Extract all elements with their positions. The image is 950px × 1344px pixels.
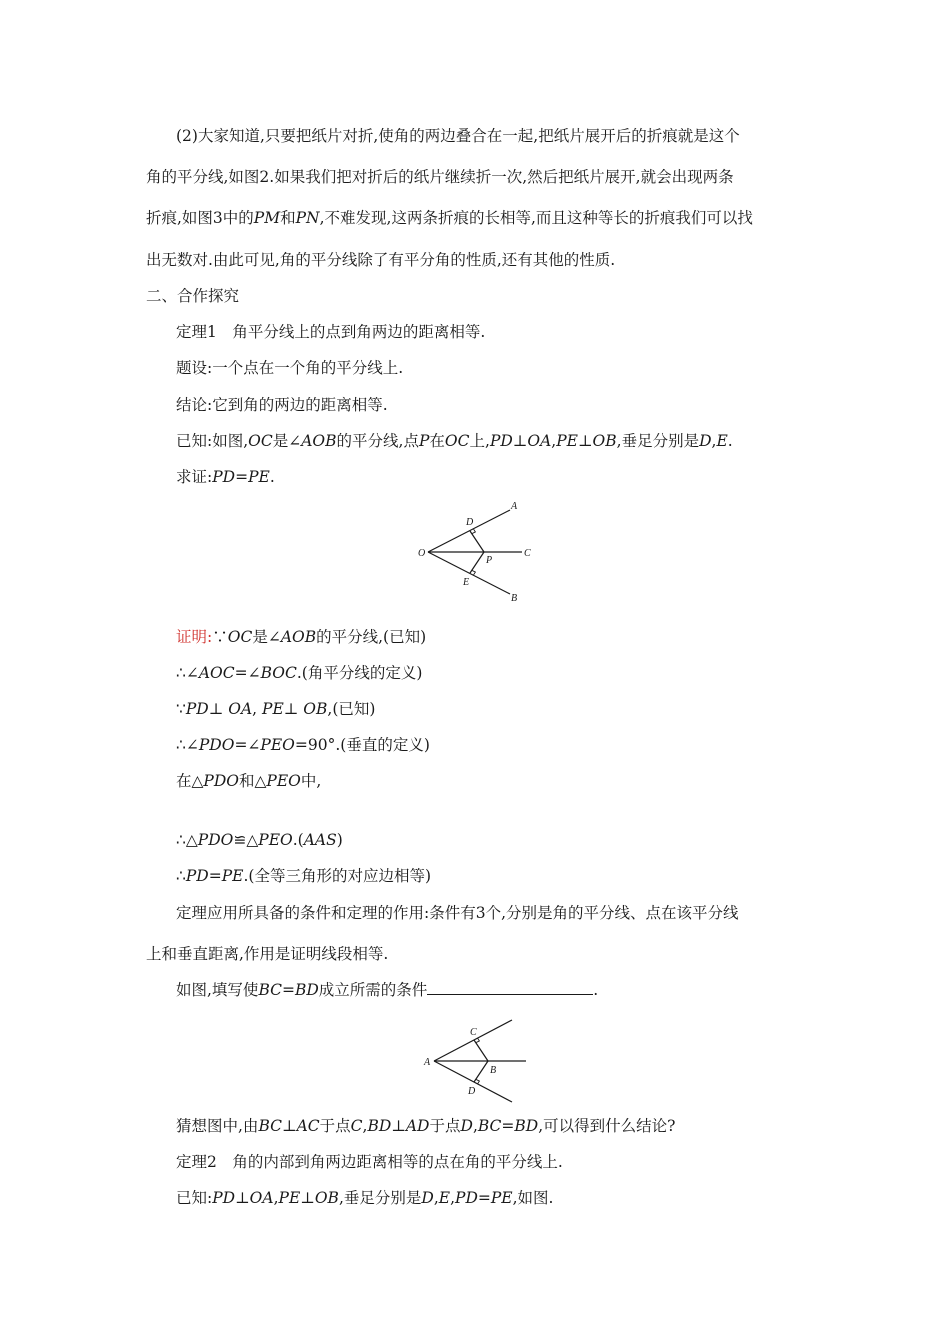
theorem2 — [176, 1152, 563, 1172]
math: OC — [248, 432, 273, 450]
text: ∴∠ — [176, 736, 199, 754]
text: , — [711, 432, 717, 450]
proof-step-3 — [176, 699, 375, 719]
text: 的平分线,(已知) — [316, 628, 427, 646]
para2-line2 — [146, 167, 734, 187]
hypothesis — [176, 358, 403, 378]
math: PEO — [258, 831, 293, 849]
label-p: P — [486, 555, 493, 566]
math: OC — [444, 432, 470, 450]
text: , — [472, 1117, 478, 1135]
prove-statement — [176, 467, 275, 487]
math: PE — [278, 1189, 301, 1207]
conclusion — [176, 395, 388, 415]
label-d: D — [468, 1086, 476, 1097]
text: ∴ — [176, 867, 186, 885]
text: 和 — [280, 209, 296, 227]
math: BD — [367, 1117, 392, 1135]
segment-pe — [470, 552, 484, 573]
text: 是∠ — [272, 432, 302, 450]
math: D — [421, 1189, 434, 1207]
para2-line1 — [176, 126, 740, 146]
application-line2 — [146, 944, 388, 964]
math: PD=PE — [455, 1189, 513, 1207]
text: 定理2 角的内部到角两边距离相等的点在角的平分线上. — [176, 1153, 563, 1171]
text: 猜想图中,由 — [176, 1117, 259, 1135]
text: ) — [336, 831, 343, 849]
text: , — [551, 432, 557, 450]
math: BC — [258, 1117, 282, 1135]
text: , — [362, 1117, 368, 1135]
text: ,垂足分别是 — [616, 432, 700, 450]
text: 上和垂直距离,作用是证明线段相等. — [146, 945, 389, 963]
text: 定理1 角平分线上的点到角两边的距离相等. — [176, 323, 486, 341]
math: OA — [527, 432, 552, 450]
text: .(全等三角形的对应边相等) — [243, 867, 431, 885]
text: 中, — [300, 772, 322, 790]
math: PD — [212, 1189, 236, 1207]
text: 二、合作探究 — [146, 287, 240, 305]
section-heading — [146, 286, 239, 306]
label-a: A — [424, 1057, 431, 1068]
proof-label: 证明: — [176, 628, 213, 646]
text: ∵ — [212, 628, 228, 646]
theorem1 — [176, 322, 485, 342]
text: 上, — [469, 432, 490, 450]
text: 是∠ — [252, 628, 281, 646]
text: 题设:一个点在一个角的平分线上. — [176, 359, 404, 377]
label-e: E — [463, 577, 470, 588]
text: ⊥ — [577, 432, 593, 450]
text: ⊥ — [208, 700, 229, 718]
text: 在△ — [176, 772, 204, 790]
text: 角的平分线,如图2.如果我们把对折后的纸片继续折一次,然后把纸片展开,就会出现两条 — [146, 168, 734, 186]
math-pn: PN — [295, 209, 320, 227]
given2-statement — [176, 1188, 553, 1208]
text: =∠ — [234, 736, 261, 754]
math: PDO — [197, 831, 234, 849]
text: ∴△ — [176, 831, 198, 849]
math: E — [716, 432, 728, 450]
text: ⊥ — [235, 1189, 250, 1207]
given-statement — [176, 431, 733, 451]
text: 结论:它到角的两边的距离相等. — [176, 396, 388, 414]
text: 在 — [429, 432, 445, 450]
figure-angle-bisector — [410, 496, 550, 608]
math: BC=BD — [477, 1117, 539, 1135]
text: =90° — [294, 736, 336, 754]
text: ,可以得到什么结论? — [538, 1117, 676, 1135]
text: .(角平分线的定义) — [296, 664, 423, 682]
math: OA — [228, 700, 253, 718]
text: 已知:如图, — [176, 432, 249, 450]
text: ⊥ — [512, 432, 528, 450]
text: 出无数对.由此可见,角的平分线除了有平分角的性质,还有其他的性质. — [146, 251, 616, 269]
text: , — [450, 1189, 456, 1207]
math: P — [418, 432, 430, 450]
segment-pd — [470, 531, 484, 552]
proof-step-7 — [176, 866, 431, 886]
label-c: C — [524, 548, 531, 559]
text: 于点 — [319, 1117, 351, 1135]
math: OC — [227, 628, 253, 646]
label-b: B — [511, 593, 518, 604]
text: , — [252, 700, 263, 718]
math: PD — [489, 432, 513, 450]
text: 于点 — [429, 1117, 461, 1135]
text: ∴∠ — [176, 664, 199, 682]
label-a: A — [511, 501, 518, 512]
math: C — [350, 1117, 363, 1135]
math: OA — [249, 1189, 274, 1207]
math: D — [699, 432, 712, 450]
math: PDO — [198, 736, 235, 754]
proof-step-1 — [176, 627, 426, 647]
text: 求证: — [176, 468, 213, 486]
math: AC — [296, 1117, 320, 1135]
text: .( — [292, 831, 304, 849]
proof-step-2 — [176, 663, 422, 683]
math-pm: PM — [253, 209, 281, 227]
math: OB — [314, 1189, 339, 1207]
label-d: D — [466, 517, 474, 528]
math: BC=BD — [258, 981, 319, 999]
text: ⊥ — [283, 700, 304, 718]
text: 如图,填写使 — [176, 981, 259, 999]
label-o: O — [418, 548, 426, 559]
text: . — [269, 468, 275, 486]
text: , — [433, 1189, 439, 1207]
text: 已知: — [176, 1189, 213, 1207]
figure-angle-bc-bd — [416, 1016, 536, 1106]
segment-bd — [474, 1061, 488, 1082]
text: . — [593, 981, 599, 999]
text: 折痕,如图3中的 — [146, 209, 254, 227]
proof-step-5 — [176, 771, 321, 791]
text: 定理应用所具备的条件和定理的作用:条件有3个,分别是角的平分线、点在该平分线 — [176, 904, 739, 922]
math: PEO — [266, 772, 301, 790]
text: (2)大家知道,只要把纸片对折,使角的两边叠合在一起,把纸片展开后的折痕就是这个 — [176, 127, 740, 145]
text: =∠ — [234, 664, 261, 682]
math: PD — [185, 700, 209, 718]
text: ,(已知) — [327, 700, 376, 718]
math: AOC — [198, 664, 235, 682]
guess-question — [176, 1116, 675, 1136]
math: AD — [405, 1117, 430, 1135]
math: BOC — [260, 664, 297, 682]
math: OB — [303, 700, 328, 718]
math: D — [460, 1117, 473, 1135]
math: PD=PE — [185, 867, 244, 885]
fill-in-question — [176, 980, 598, 1000]
math: AOB — [280, 628, 317, 646]
math: PDO — [203, 772, 239, 790]
para2-line4 — [146, 250, 615, 270]
text: 和△ — [239, 772, 267, 790]
segment-bc — [474, 1040, 488, 1061]
math: PEO — [260, 736, 295, 754]
math: PE — [262, 700, 284, 718]
text: 的平分线,点 — [336, 432, 419, 450]
math: PE — [556, 432, 578, 450]
answer-blank[interactable] — [427, 980, 593, 995]
text: ,垂足分别是 — [338, 1189, 422, 1207]
text: , — [273, 1189, 279, 1207]
text: ∵ — [176, 700, 186, 718]
math: AAS — [303, 831, 337, 849]
application-line1 — [176, 903, 739, 923]
math: E — [438, 1189, 451, 1207]
proof-step-4 — [176, 735, 430, 755]
text: ⊥ — [300, 1189, 315, 1207]
proof-step-6 — [176, 830, 343, 850]
math: AOB — [301, 432, 337, 450]
text: . — [727, 432, 733, 450]
text: ,如图. — [512, 1189, 554, 1207]
label-b: B — [490, 1065, 497, 1076]
para2-line3 — [146, 208, 753, 228]
text: 成立所需的条件 — [318, 981, 428, 999]
label-c: C — [470, 1027, 477, 1038]
math: OB — [592, 432, 617, 450]
text: ,不难发现,这两条折痕的长相等,而且这种等长的折痕我们可以找 — [319, 209, 753, 227]
text: ⊥ — [281, 1117, 297, 1135]
text: .(垂直的定义) — [335, 736, 430, 754]
text: ⊥ — [391, 1117, 406, 1135]
text: ≌△ — [233, 831, 259, 849]
math: PD=PE — [212, 468, 270, 486]
